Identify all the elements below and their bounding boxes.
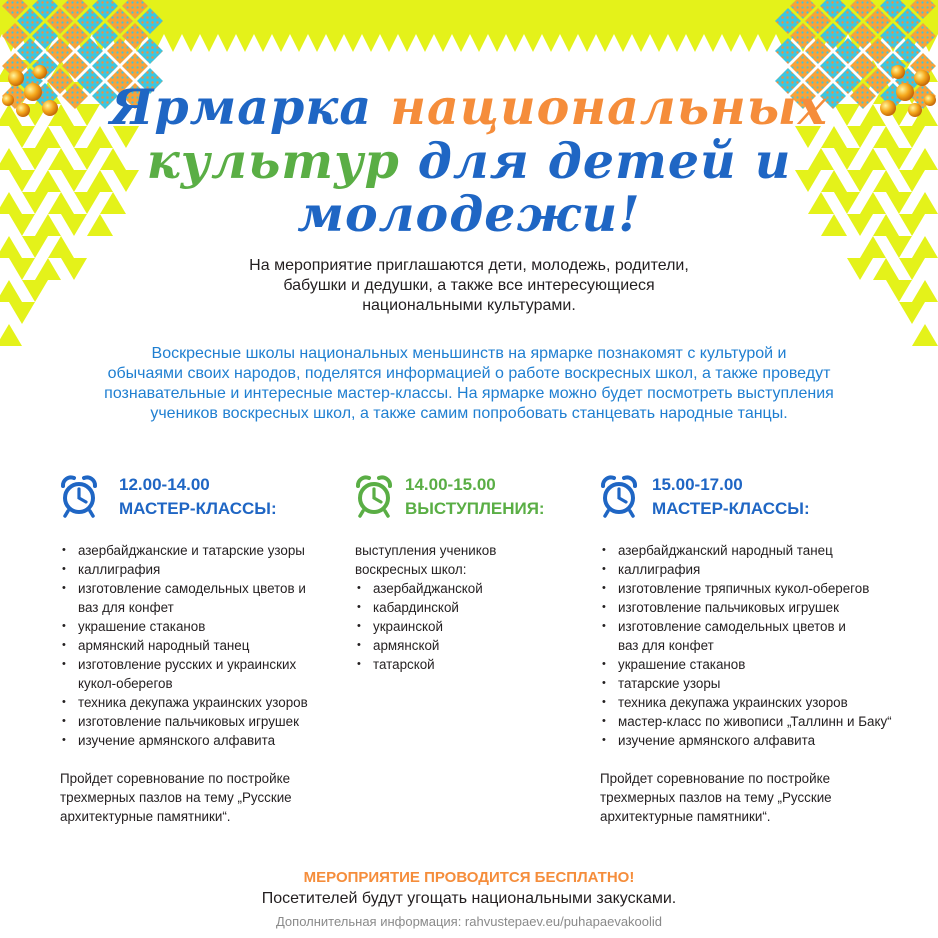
triangle-tile bbox=[899, 126, 925, 148]
column-header bbox=[355, 472, 590, 532]
triangle-tile bbox=[9, 126, 35, 148]
list-item-continuation: ваз для конфет bbox=[618, 638, 714, 653]
triangle-tile bbox=[9, 258, 35, 280]
title-words-for-children: для детей и bbox=[417, 132, 792, 190]
schools-line: обычаями своих народов, поделятся информацией о работе воскресных школ, а также проведут bbox=[107, 365, 831, 382]
column-heading: ВЫСТУПЛЕНИЯ: bbox=[405, 499, 545, 518]
triangle-tile bbox=[0, 192, 22, 214]
column-heading: МАСТЕР-КЛАССЫ: bbox=[119, 499, 277, 518]
ornament-ball bbox=[2, 94, 14, 106]
column-time: 12.00-14.00 bbox=[119, 475, 210, 494]
triangle-tile bbox=[899, 258, 925, 280]
alarm-clock-icon bbox=[60, 474, 98, 518]
list-item: • каллиграфия bbox=[60, 560, 350, 579]
schedule-column-1 bbox=[60, 472, 350, 826]
list-item: • татарские узоры bbox=[600, 674, 900, 693]
list-item: • изучение армянского алфавита bbox=[60, 731, 350, 750]
list-item: • изготовление пальчиковых игрушек bbox=[60, 712, 350, 731]
sub-line: воскресных школ: bbox=[355, 562, 467, 577]
triangle-tile bbox=[9, 170, 35, 192]
sub-line: выступления учеников bbox=[355, 543, 497, 558]
more-info-link[interactable]: Дополнительная информация: rahvustepaev.eu/puhapaevakoolid bbox=[275, 914, 663, 929]
ornament-ball bbox=[880, 100, 896, 116]
list-item: • каллиграфия bbox=[600, 560, 900, 579]
triangle-tile bbox=[22, 280, 48, 302]
triangle-tile bbox=[886, 192, 912, 214]
triangle-tile bbox=[886, 236, 912, 258]
triangle-tile bbox=[22, 192, 48, 214]
list-item: • армянской bbox=[355, 636, 590, 655]
list-item: • кабардинской bbox=[355, 598, 590, 617]
list-item: • мастер-класс по живописи „Таллинн и Баку“ bbox=[600, 712, 900, 731]
list-item: • татарской bbox=[355, 655, 590, 674]
ornament-ball bbox=[896, 83, 914, 101]
schools-line: Воскресные школы национальных меньшинств на ярмарке познакомят с культурой и bbox=[151, 345, 787, 362]
performances-intro bbox=[355, 541, 590, 579]
alarm-clock-icon bbox=[600, 474, 638, 518]
activity-list bbox=[600, 541, 900, 750]
column-header bbox=[600, 472, 900, 532]
triangle-tile bbox=[0, 280, 22, 302]
note-line: трехмерных пазлов на тему „Русские bbox=[60, 790, 292, 805]
list-item: • азербайджанской bbox=[355, 579, 590, 598]
intro-line: На мероприятие приглашаются дети, молодежь, родители, bbox=[249, 257, 689, 274]
list-item: • изготовление самодельных цветов и bbox=[60, 579, 350, 598]
list-item: • изучение армянского алфавита bbox=[600, 731, 900, 750]
column-heading: МАСТЕР-КЛАССЫ: bbox=[652, 499, 810, 518]
list-item: • изготовление русских и украинских bbox=[60, 655, 350, 674]
triangle-tile bbox=[61, 258, 87, 280]
triangle-tile bbox=[912, 192, 938, 214]
triangle-tile bbox=[0, 324, 22, 346]
list-item: • изготовление самодельных цветов и bbox=[600, 617, 900, 636]
triangle-tile bbox=[0, 148, 22, 170]
triangle-tile bbox=[899, 170, 925, 192]
schools-line: познавательные и интересные мастер-классы. На ярмарке можно будет посмотреть выступления bbox=[104, 385, 834, 402]
triangle-tile bbox=[35, 258, 61, 280]
schools-paragraph bbox=[80, 344, 858, 424]
intro-line: национальными культурами. bbox=[362, 297, 576, 314]
intro-line: бабушки и дедушки, а также все интересующиеся bbox=[283, 277, 655, 294]
note-line: трехмерных пазлов на тему „Русские bbox=[600, 790, 832, 805]
list-item: • армянский народный танец bbox=[60, 636, 350, 655]
triangle-tile bbox=[912, 280, 938, 302]
list-item: • техника декупажа украинских узоров bbox=[60, 693, 350, 712]
triangle-tile bbox=[0, 236, 22, 258]
schedule-column-2 bbox=[355, 472, 590, 674]
triangle-tile bbox=[912, 148, 938, 170]
list-item: • изготовление пальчиковых игрушек bbox=[600, 598, 900, 617]
triangle-tile bbox=[899, 214, 925, 236]
triangle-tile bbox=[35, 126, 61, 148]
list-item-continuation: ваз для конфет bbox=[78, 600, 174, 615]
free-event-banner: МЕРОПРИЯТИЕ ПРОВОДИТСЯ БЕСПЛАТНО! bbox=[303, 869, 635, 886]
ornament-ball bbox=[24, 83, 42, 101]
ornament-ball bbox=[42, 100, 58, 116]
column-time: 14.00-15.00 bbox=[405, 475, 496, 494]
triangle-tile bbox=[35, 170, 61, 192]
intro-paragraph bbox=[160, 256, 778, 316]
ornament-ball bbox=[891, 65, 905, 79]
schedule-column-3 bbox=[600, 472, 900, 826]
triangle-tile bbox=[912, 236, 938, 258]
ornament-ball bbox=[914, 70, 930, 86]
ornament-ball bbox=[908, 103, 922, 117]
title-word-cultures: культур bbox=[146, 132, 400, 190]
ornament-ball bbox=[8, 70, 24, 86]
triangle-tile bbox=[899, 302, 925, 324]
triangle-tile bbox=[22, 148, 48, 170]
ornament-ball bbox=[16, 103, 30, 117]
triangle-tile bbox=[847, 258, 873, 280]
page-title-line-1 bbox=[60, 79, 878, 135]
snacks-note: Посетителей будут угощать национальными закусками. bbox=[261, 890, 677, 907]
triangle-tile bbox=[22, 236, 48, 258]
list-item-continuation: кукол-оберегов bbox=[78, 676, 173, 691]
list-item: • украинской bbox=[355, 617, 590, 636]
schools-line: учеников воскресных школ, а также самим попробовать станцевать народные танцы. bbox=[150, 405, 788, 422]
list-item: • техника декупажа украинских узоров bbox=[600, 693, 900, 712]
triangle-tile bbox=[912, 324, 938, 346]
column-header bbox=[60, 472, 350, 532]
list-item: • украшение стаканов bbox=[60, 617, 350, 636]
note-line: Пройдет соревнование по постройке bbox=[600, 771, 831, 786]
note-line: Пройдет соревнование по постройке bbox=[60, 771, 291, 786]
alarm-clock-icon bbox=[355, 474, 393, 518]
note-line: архитектурные памятники“. bbox=[60, 809, 231, 824]
column-time: 15.00-17.00 bbox=[652, 475, 743, 494]
page-title-line-3: молодежи! bbox=[297, 185, 641, 243]
performance-list bbox=[355, 579, 590, 674]
list-item: • изготовление тряпичных кукол-оберегов bbox=[600, 579, 900, 598]
ornament-ball bbox=[33, 65, 47, 79]
triangle-tile bbox=[9, 302, 35, 324]
competition-note bbox=[60, 769, 350, 826]
list-item: • азербайджанские и татарские узоры bbox=[60, 541, 350, 560]
triangle-tile bbox=[886, 280, 912, 302]
triangle-tile bbox=[873, 258, 899, 280]
list-item: • украшение стаканов bbox=[600, 655, 900, 674]
ornament-ball bbox=[924, 94, 936, 106]
triangle-tile bbox=[35, 214, 61, 236]
page-title-line-2 bbox=[60, 133, 878, 189]
list-item: • азербайджанский народный танец bbox=[600, 541, 900, 560]
triangle-tile bbox=[9, 214, 35, 236]
title-word-national: национальных bbox=[390, 78, 828, 136]
competition-note bbox=[600, 769, 900, 826]
activity-list bbox=[60, 541, 350, 750]
triangle-tile bbox=[886, 148, 912, 170]
title-word-fair: Ярмарка bbox=[110, 78, 373, 136]
note-line: архитектурные памятники“. bbox=[600, 809, 771, 824]
